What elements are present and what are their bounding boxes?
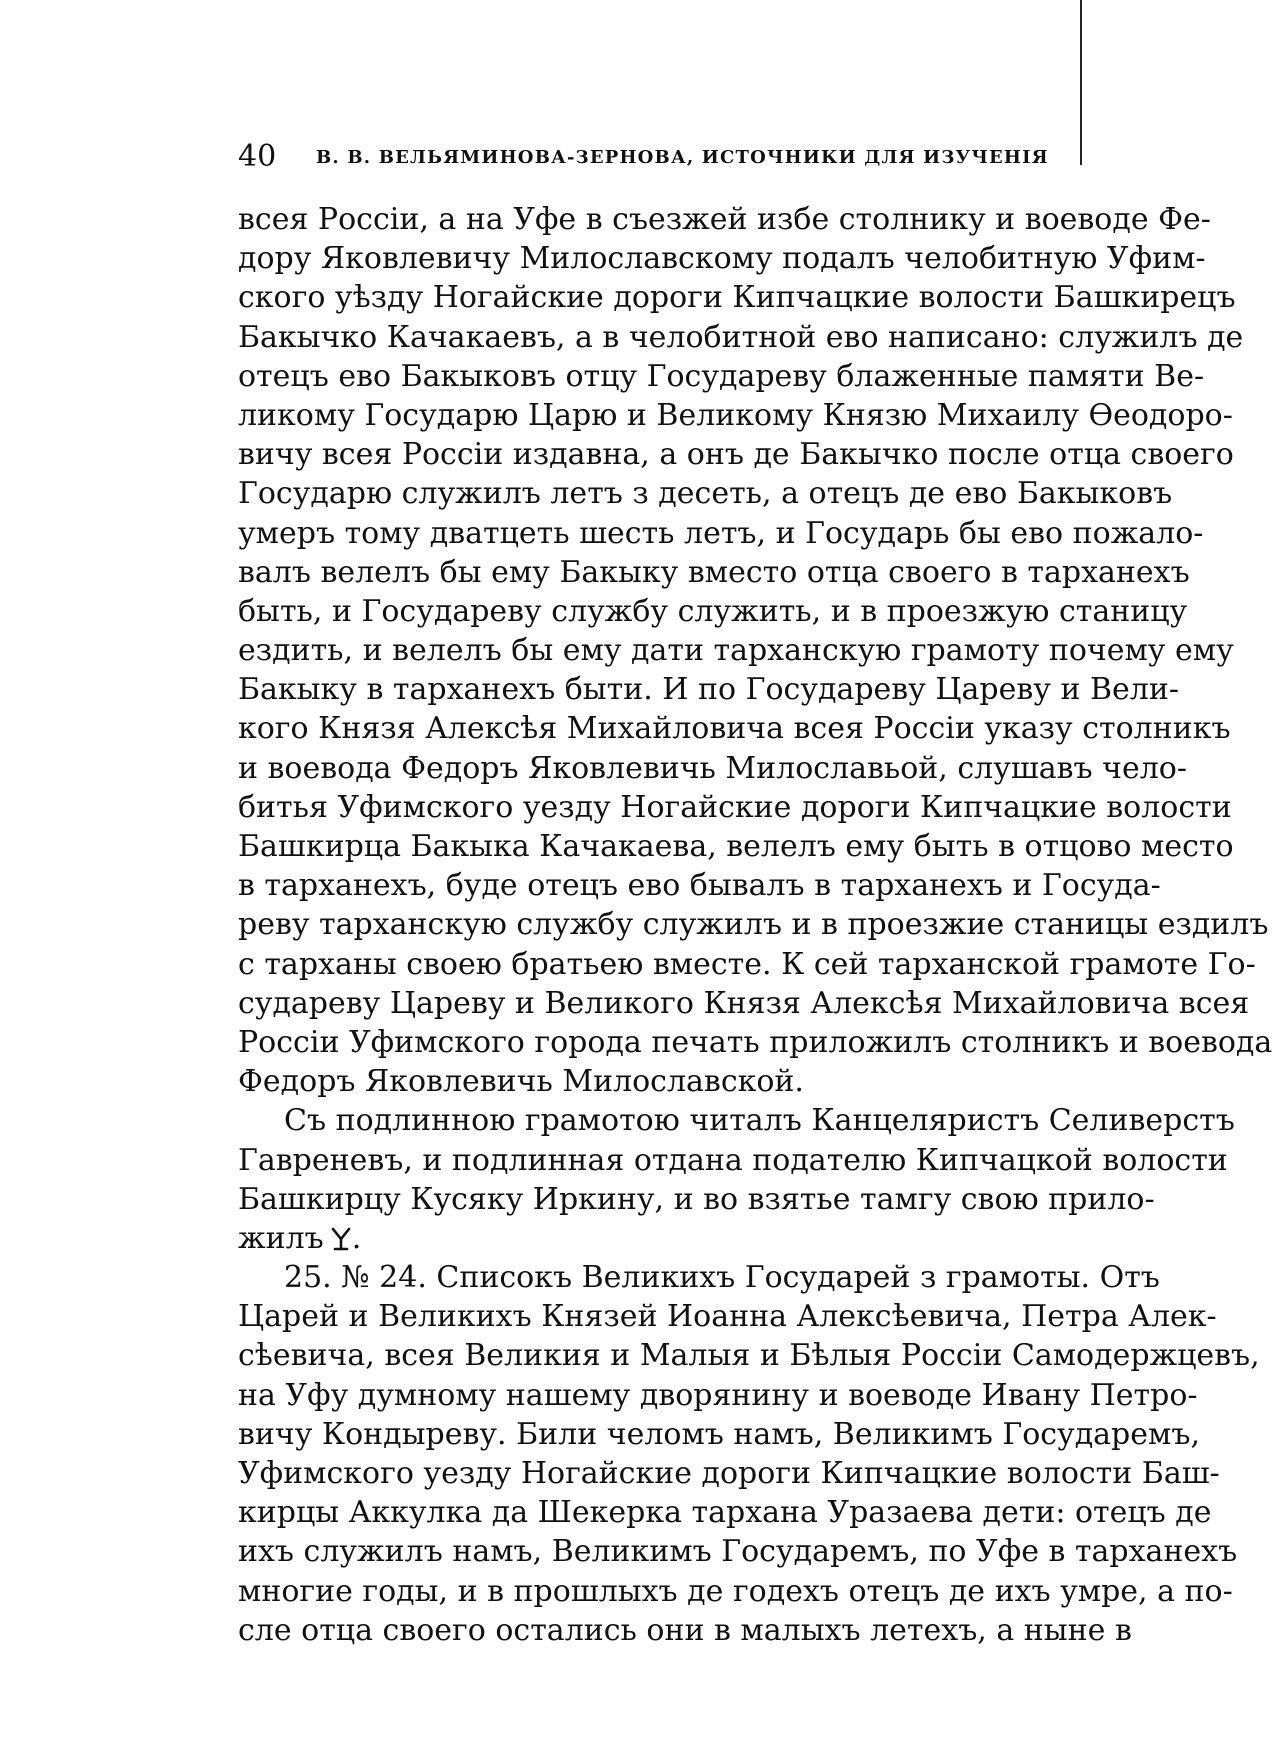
text-line: Съ подлинною грамотою читалъ Канцеляристъ Селиверстъ: [284, 1103, 1235, 1139]
text-line: вичу всея Россіи издавна, а онъ де Бакычко после отца своего: [238, 437, 1234, 473]
text-line: Царей и Великихъ Князей Иоанна Алексѣевича, Петра Алек-: [238, 1299, 1217, 1335]
text-line-segment: жилъ: [238, 1220, 324, 1256]
text-line: 25. № 24. Списокъ Великихъ Государей з грамоты. Отъ: [284, 1260, 1160, 1296]
text-line: быть, и Государеву службу служить, и в проезжую станицу: [238, 593, 1188, 629]
text-line: ского уѣзду Ногайские дороги Кипчацкие волости Башкирецъ: [238, 280, 1236, 316]
text-line: битья Уфимского уезду Ногайские дороги Кипчацкие волости: [238, 789, 1232, 825]
paragraph-copy-note: [238, 1101, 1235, 1258]
paragraph-item-25: [238, 1258, 1260, 1650]
paragraph-charter-text: [238, 200, 1272, 1101]
text-line: кирцы Аккулка да Шекерка тархана Уразаева дети: отецъ де: [238, 1495, 1212, 1531]
text-line: Бакыку в тарханехъ быти. И по Государеву Цареву и Вели-: [238, 672, 1179, 708]
text-line: Башкирца Бакыка Качакаева, велелъ ему быть в отцово место: [238, 829, 1234, 864]
text-line: Государю служилъ летъ з десеть, а отецъ де ево Бакыковъ: [238, 476, 1173, 512]
text-line: многие годы, и в прошлыхъ де годехъ отецъ де ихъ умре, а по-: [238, 1573, 1233, 1609]
text-line: Гавреневъ, и подлинная отдана подателю Кипчацкой волости: [238, 1142, 1228, 1178]
page-number: 40: [238, 139, 277, 174]
scan-edge-line: [1080, 0, 1082, 165]
text-line: сѣевича, всея Великия и Малыя и Бѣлыя Россіи Самодержцевъ,: [238, 1338, 1260, 1374]
text-line: дору Яковлевичу Милославскому подалъ челобитную Уфим-: [238, 241, 1206, 277]
text-line: Башкирцу Кусяку Иркину, и во взятье тамгу свою прило-: [238, 1181, 1155, 1217]
text-line: и воевода Федоръ Яковлевичь Милославьой, слушавъ чело-: [238, 750, 1187, 786]
text-line: отецъ ево Бакыковъ отцу Государеву блаженные памяти Ве-: [238, 358, 1205, 394]
text-line: судареву Цареву и Великого Князя Алексѣя Михайловича всея: [238, 985, 1250, 1021]
text-line: сле отца своего остались они в малыхъ летехъ, а ныне в: [238, 1612, 1132, 1648]
page-body: [238, 200, 1272, 1650]
text-line: с тарханы своею братьею вместе. К сей тарханской грамоте Го-: [238, 946, 1256, 982]
text-line: реву тарханскую службу служилъ и в проезжие станицы ездилъ: [238, 907, 1269, 943]
text-line: умеръ тому дватцеть шесть летъ, и Государь бы ево пожало-: [238, 515, 1204, 551]
text-line: Федоръ Яковлевичь Милославской.: [238, 1064, 804, 1100]
text-line: в тарханехъ, буде отецъ ево бывалъ в тарханехъ и Госуда-: [238, 868, 1161, 904]
text-line: ликому Государю Царю и Великому Князю Михаилу Ѳеодоро-: [238, 397, 1233, 433]
text-line: ездить, и велелъ бы ему дати тарханскую грамоту почему ему: [238, 633, 1234, 669]
text-line: всея Россіи, а на Уфе в съезжей избе столнику и воеводе Фе-: [238, 202, 1211, 237]
text-line-with-tamga: [238, 1219, 1064, 1258]
text-line: валъ велелъ бы ему Бакыку вместо отца своего в тарханехъ: [238, 554, 1190, 590]
trailing-dot: .: [351, 1220, 362, 1256]
page-header: [238, 139, 1064, 179]
running-title: В. В. ВЕЛЬЯМИНОВА-ЗЕРНОВА, ИСТОЧНИКИ ДЛЯ ИЗУЧЕНІЯ: [316, 147, 1049, 168]
text-line: Уфимского уезду Ногайские дороги Кипчацкие волости Баш-: [238, 1456, 1220, 1491]
text-line: Россіи Уфимского города печать приложилъ столникъ и воевода: [238, 1024, 1272, 1060]
text-line: вичу Кондыреву. Били челомъ намъ, Великимъ Государемъ,: [238, 1416, 1200, 1452]
text-line: на Уфу думному нашему дворянину и воеводе Ивану Петро-: [238, 1377, 1198, 1413]
text-line: ихъ служилъ намъ, Великимъ Государемъ, по Уфе в тарханехъ: [238, 1534, 1238, 1570]
text-line: кого Князя Алексѣя Михайловича всея Россіи указу столникъ: [238, 711, 1231, 747]
text-line: Бакычко Качакаевъ, а в челобитной ево написано: служилъ де: [238, 319, 1244, 355]
tamga-mark-icon: [330, 1226, 352, 1252]
